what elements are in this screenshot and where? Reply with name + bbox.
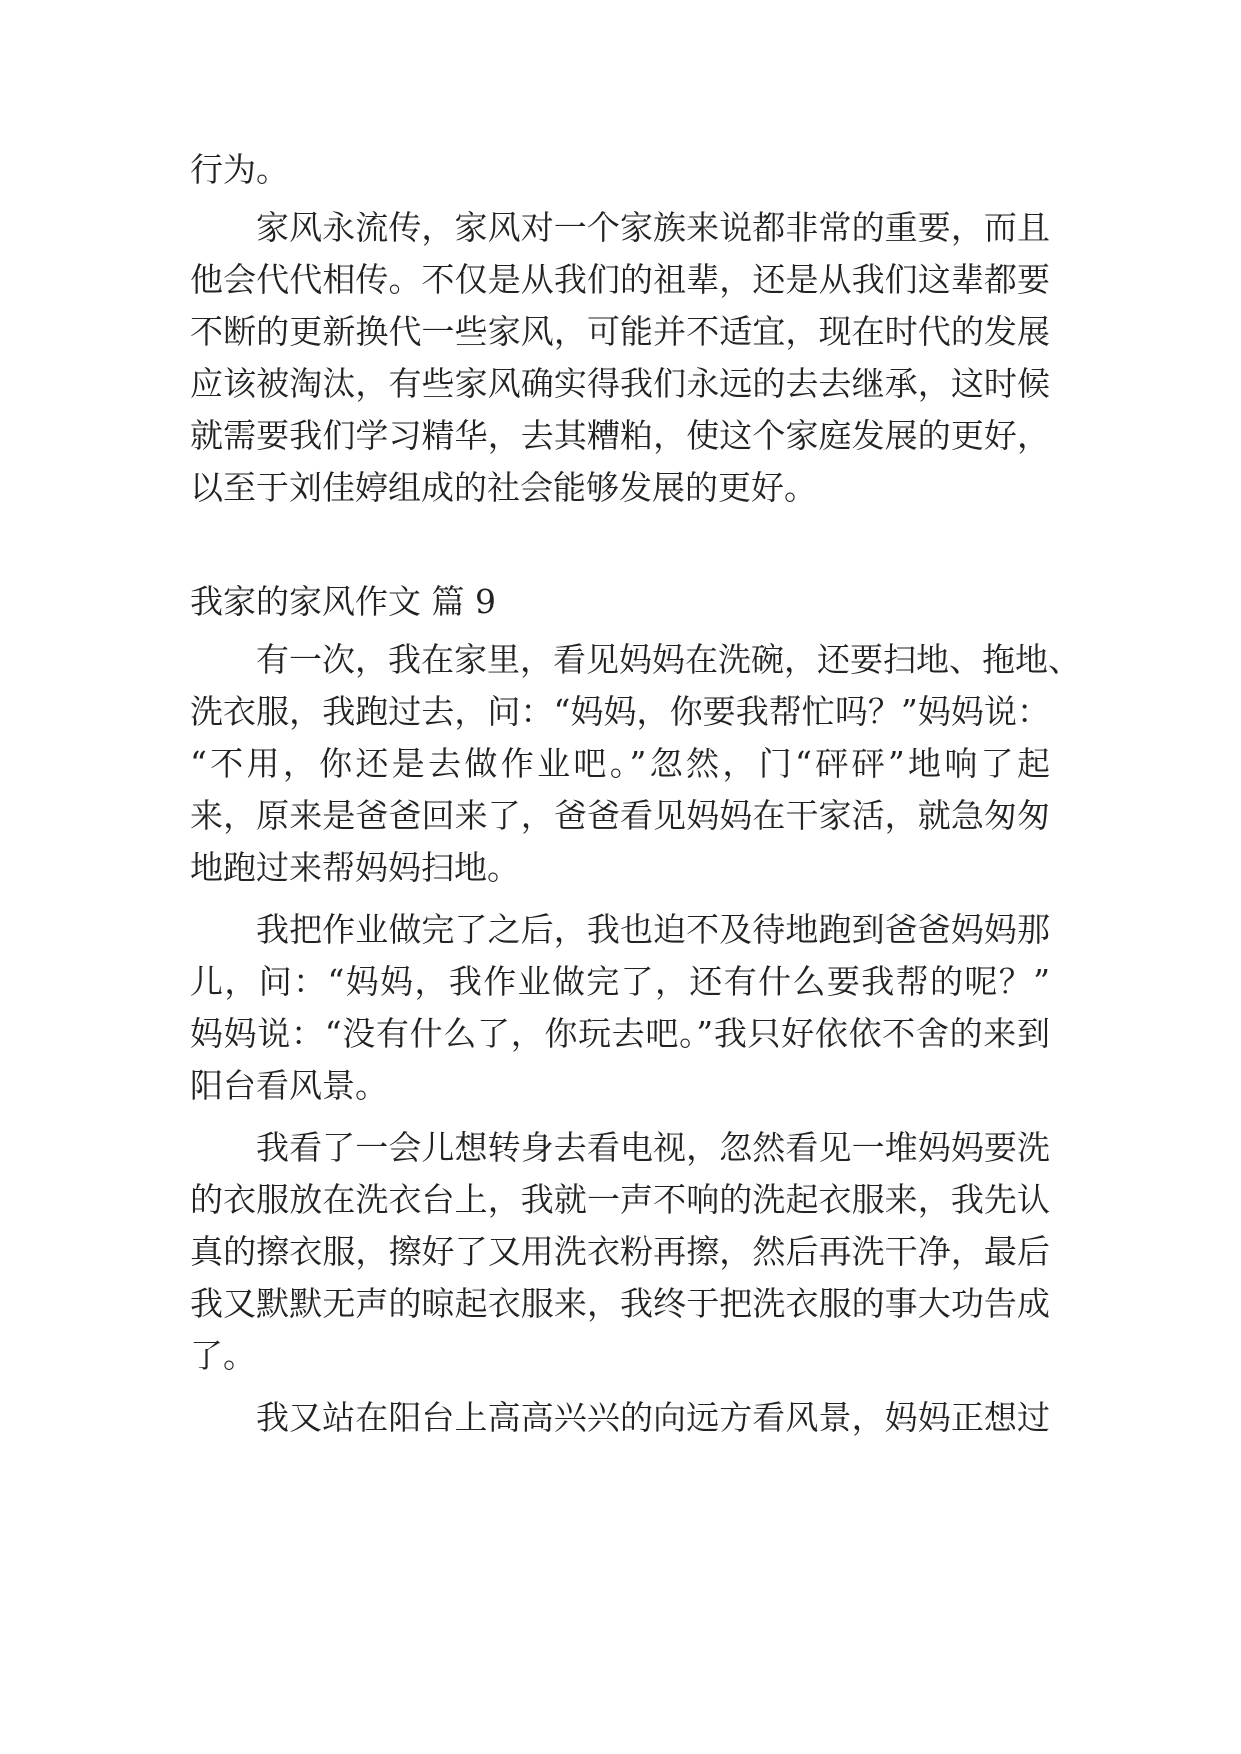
paragraph-line: 来，原来是爸爸回来了，爸爸看见妈妈在干家活，就急匆匆 <box>190 796 1050 835</box>
paragraph-line: 我看了一会儿想转身去看电视，忽然看见一堆妈妈要洗 <box>256 1128 1050 1167</box>
paragraph-line: 有一次，我在家里，看见妈妈在洗碗，还要扫地、拖地、 <box>256 640 1081 679</box>
paragraph-line: “不用，你还是去做作业吧。”忽然，门“砰砰”地响了起 <box>190 744 1050 783</box>
paragraph-line: 就需要我们学习精华，去其糟粕，使这个家庭发展的更好， <box>190 416 1050 455</box>
paragraph-line: 妈妈说：“没有什么了，你玩去吧。”我只好依依不舍的来到 <box>190 1014 1050 1053</box>
paragraph-line: 洗衣服，我跑过去，问：“妈妈，你要我帮忙吗？”妈妈说： <box>190 692 1050 731</box>
paragraph-line: 了。 <box>190 1336 256 1375</box>
paragraph-line: 以至于刘佳婷组成的社会能够发展的更好。 <box>190 468 817 507</box>
paragraph-line: 地跑过来帮妈妈扫地。 <box>190 848 520 887</box>
paragraph-line: 阳台看风景。 <box>190 1066 388 1105</box>
paragraph-line: 应该被淘汰，有些家风确实得我们永远的去去继承，这时候 <box>190 364 1050 403</box>
section-heading: 我家的家风作文 篇 9 <box>190 582 496 621</box>
paragraph-line: 家风永流传，家风对一个家族来说都非常的重要，而且 <box>256 208 1050 247</box>
paragraph-line: 他会代代相传。不仅是从我们的祖辈，还是从我们这辈都要 <box>190 260 1050 299</box>
paragraph-line: 我又站在阳台上高高兴兴的向远方看风景，妈妈正想过 <box>256 1398 1050 1437</box>
paragraph-line: 我又默默无声的晾起衣服来，我终于把洗衣服的事大功告成 <box>190 1284 1050 1323</box>
paragraph-line: 儿，问：“妈妈，我作业做完了，还有什么要我帮的呢？” <box>190 962 1050 1001</box>
paragraph-line: 真的擦衣服，擦好了又用洗衣粉再擦，然后再洗干净，最后 <box>190 1232 1050 1271</box>
paragraph-line: 我把作业做完了之后，我也迫不及待地跑到爸爸妈妈那 <box>256 910 1050 949</box>
paragraph-line: 不断的更新换代一些家风，可能并不适宜，现在时代的发展 <box>190 312 1050 351</box>
paragraph-line: 的衣服放在洗衣台上，我就一声不响的洗起衣服来，我先认 <box>190 1180 1050 1219</box>
paragraph-line: 行为。 <box>190 150 289 189</box>
